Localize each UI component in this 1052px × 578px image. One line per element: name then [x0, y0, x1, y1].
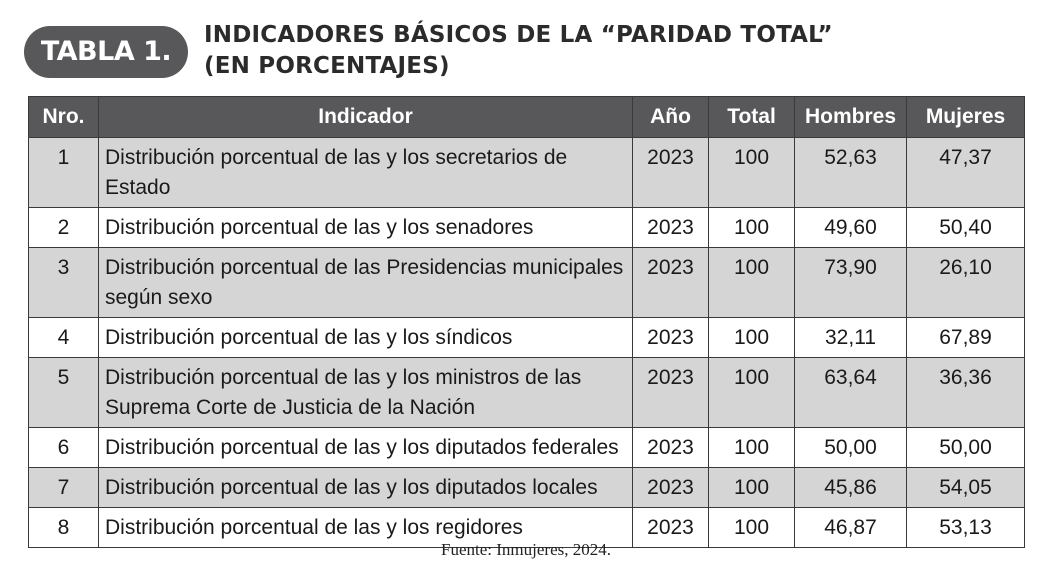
table-row: [29, 138, 1025, 208]
table-header-row: [29, 97, 1025, 138]
cell-total: 100: [709, 318, 795, 358]
cell-anio: 2023: [633, 508, 709, 548]
column-header-nro: Nro.: [29, 97, 99, 138]
cell-total: 100: [709, 138, 795, 208]
cell-mujeres: 54,05: [907, 468, 1025, 508]
table-badge: TABLA 1.: [24, 26, 188, 78]
cell-mujeres: 53,13: [907, 508, 1025, 548]
cell-nro: 7: [29, 468, 99, 508]
cell-nro: 1: [29, 138, 99, 208]
cell-nro: 8: [29, 508, 99, 548]
cell-hombres: 45,86: [795, 468, 907, 508]
cell-indicador: Distribución porcentual de las y los secretarios de Estado: [99, 138, 633, 208]
column-header-anio: Año: [633, 97, 709, 138]
cell-nro: 4: [29, 318, 99, 358]
cell-indicador: Distribución porcentual de las y los ministros de las Suprema Corte de Justicia de la Nación: [99, 358, 633, 428]
cell-total: 100: [709, 508, 795, 548]
cell-mujeres: 26,10: [907, 248, 1025, 318]
column-header-mujeres: Mujeres: [907, 97, 1025, 138]
cell-hombres: 46,87: [795, 508, 907, 548]
cell-indicador: Distribución porcentual de las Presidencias municipales según sexo: [99, 248, 633, 318]
cell-indicador: Distribución porcentual de las y los diputados federales: [99, 428, 633, 468]
cell-nro: 3: [29, 248, 99, 318]
table-row: [29, 428, 1025, 468]
cell-total: 100: [709, 208, 795, 248]
cell-total: 100: [709, 358, 795, 428]
cell-nro: 6: [29, 428, 99, 468]
table-title: [204, 20, 833, 82]
cell-hombres: 32,11: [795, 318, 907, 358]
source-note: Fuente: Inmujeres, 2024.: [441, 540, 611, 559]
cell-indicador: Distribución porcentual de las y los senadores: [99, 208, 633, 248]
cell-anio: 2023: [633, 318, 709, 358]
table-title-line-2: (EN PORCENTAJES): [204, 53, 450, 79]
cell-mujeres: 50,40: [907, 208, 1025, 248]
cell-anio: 2023: [633, 138, 709, 208]
table-title-line-1: INDICADORES BÁSICOS DE LA “PARIDAD TOTAL”: [204, 22, 833, 48]
cell-hombres: 73,90: [795, 248, 907, 318]
cell-mujeres: 50,00: [907, 428, 1025, 468]
cell-hombres: 63,64: [795, 358, 907, 428]
cell-mujeres: 67,89: [907, 318, 1025, 358]
table-header: [24, 20, 1024, 84]
cell-indicador: Distribución porcentual de las y los síndicos: [99, 318, 633, 358]
column-header-total: Total: [709, 97, 795, 138]
cell-hombres: 49,60: [795, 208, 907, 248]
column-header-hombres: Hombres: [795, 97, 907, 138]
column-header-indicador: Indicador: [99, 97, 633, 138]
cell-total: 100: [709, 428, 795, 468]
table-row: [29, 208, 1025, 248]
cell-nro: 5: [29, 358, 99, 428]
cell-indicador: Distribución porcentual de las y los regidores: [99, 508, 633, 548]
cell-total: 100: [709, 468, 795, 508]
cell-total: 100: [709, 248, 795, 318]
cell-anio: 2023: [633, 468, 709, 508]
table-row: [29, 318, 1025, 358]
cell-nro: 2: [29, 208, 99, 248]
cell-anio: 2023: [633, 208, 709, 248]
cell-mujeres: 36,36: [907, 358, 1025, 428]
table-row: [29, 468, 1025, 508]
cell-hombres: 52,63: [795, 138, 907, 208]
cell-anio: 2023: [633, 248, 709, 318]
cell-indicador: Distribución porcentual de las y los diputados locales: [99, 468, 633, 508]
table-row: [29, 248, 1025, 318]
table-row: [29, 358, 1025, 428]
cell-anio: 2023: [633, 428, 709, 468]
indicators-table: [28, 96, 1025, 548]
cell-mujeres: 47,37: [907, 138, 1025, 208]
cell-hombres: 50,00: [795, 428, 907, 468]
cell-anio: 2023: [633, 358, 709, 428]
